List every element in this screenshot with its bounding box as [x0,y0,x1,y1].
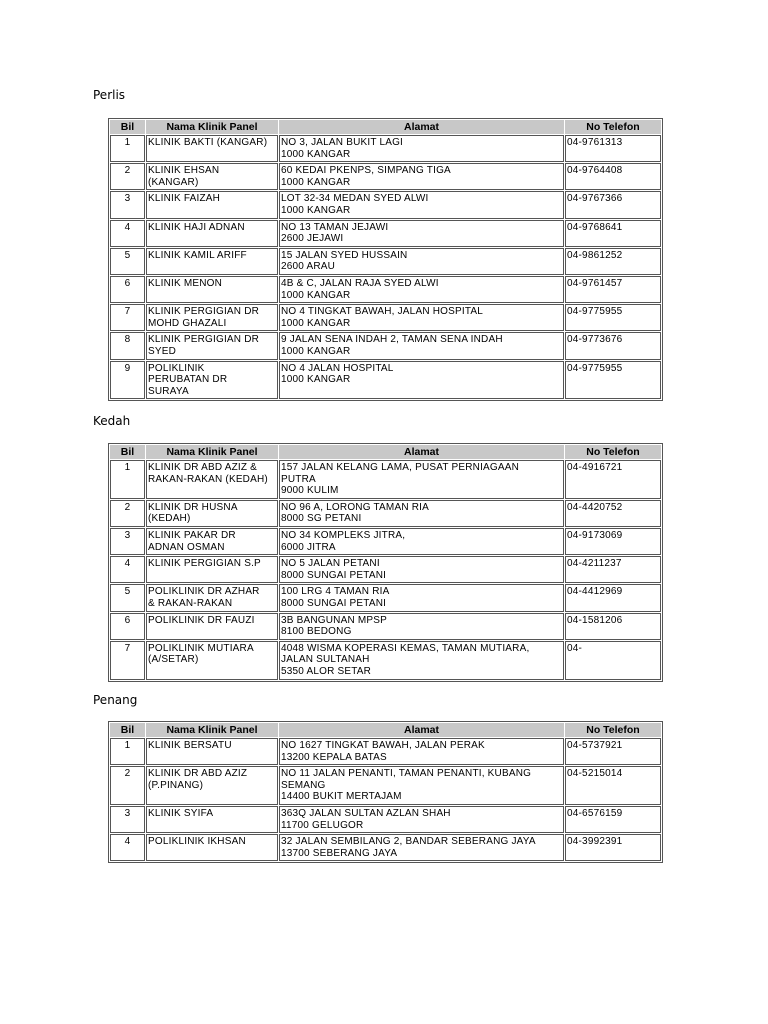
cell-telefon: 04-9861252 [565,248,661,275]
cell-bil: 9 [110,361,145,400]
cell-bil: 6 [110,613,145,640]
header-telefon: No Telefon [565,723,661,737]
cell-nama: POLIKLINIK DR FAUZI [146,613,278,640]
cell-bil: 2 [110,500,145,527]
cell-nama: KLINIK SYIFA [146,806,278,833]
table-row [110,163,661,190]
header-bil: Bil [110,445,145,459]
cell-telefon: 04-9764408 [565,163,661,190]
state-title: Kedah [93,414,131,428]
cell-nama: POLIKLINIK IKHSAN [146,834,278,861]
cell-nama: KLINIK KAMIL ARIFF [146,248,278,275]
state-title: Perlis [93,88,126,102]
cell-bil: 8 [110,332,145,359]
cell-bil: 3 [110,528,145,555]
table-row [110,276,661,303]
header-alamat: Alamat [279,120,564,134]
cell-telefon: 04-9768641 [565,220,661,247]
cell-nama: KLINIK PERGIGIAN DR SYED [146,332,278,359]
cell-alamat: 3B BANGUNAN MPSP 8100 BEDONG [279,613,564,640]
clinic-table [108,443,663,682]
cell-alamat: LOT 32-34 MEDAN SYED ALWI 1000 KANGAR [279,191,564,218]
cell-alamat: NO 96 A, LORONG TAMAN RIA 8000 SG PETANI [279,500,564,527]
table-row [110,220,661,247]
cell-bil: 7 [110,641,145,680]
cell-telefon: 04-9775955 [565,304,661,331]
cell-alamat: NO 13 TAMAN JEJAWI 2600 JEJAWI [279,220,564,247]
header-nama: Nama Klinik Panel [146,723,278,737]
table-row [110,500,661,527]
table-row [110,304,661,331]
table-row [110,248,661,275]
table-row [110,584,661,611]
table-row [110,766,661,805]
cell-alamat: 32 JALAN SEMBILANG 2, BANDAR SEBERANG JAYA 13700 SEBERANG JAYA [279,834,564,861]
cell-bil: 6 [110,276,145,303]
clinic-table [108,721,663,863]
header-nama: Nama Klinik Panel [146,120,278,134]
cell-telefon: 04-5215014 [565,766,661,805]
cell-nama: KLINIK BAKTI (KANGAR) [146,135,278,162]
cell-telefon: 04-6576159 [565,806,661,833]
cell-alamat: NO 34 KOMPLEKS JITRA, 6000 JITRA [279,528,564,555]
cell-alamat: NO 3, JALAN BUKIT LAGI 1000 KANGAR [279,135,564,162]
cell-nama: KLINIK PAKAR DR ADNAN OSMAN [146,528,278,555]
cell-telefon: 04-4412969 [565,584,661,611]
cell-alamat: NO 11 JALAN PENANTI, TAMAN PENANTI, KUBANG SEMANG 14400 BUKIT MERTAJAM [279,766,564,805]
cell-telefon: 04-4916721 [565,460,661,499]
cell-alamat: 157 JALAN KELANG LAMA, PUSAT PERNIAGAAN PUTRA 9000 KULIM [279,460,564,499]
cell-telefon: 04-9761313 [565,135,661,162]
table-row [110,191,661,218]
cell-alamat: NO 4 TINGKAT BAWAH, JALAN HOSPITAL 1000 KANGAR [279,304,564,331]
cell-nama: POLIKLINIK MUTIARA (A/SETAR) [146,641,278,680]
cell-telefon: 04- [565,641,661,680]
cell-bil: 1 [110,738,145,765]
cell-nama: KLINIK EHSAN (KANGAR) [146,163,278,190]
table-header-row [110,120,661,134]
cell-nama: KLINIK MENON [146,276,278,303]
cell-bil: 4 [110,556,145,583]
cell-nama: KLINIK PERGIGIAN DR MOHD GHAZALI [146,304,278,331]
cell-bil: 3 [110,806,145,833]
cell-alamat: 4B & C, JALAN RAJA SYED ALWI 1000 KANGAR [279,276,564,303]
cell-bil: 2 [110,766,145,805]
cell-telefon: 04-9773676 [565,332,661,359]
cell-bil: 1 [110,460,145,499]
header-nama: Nama Klinik Panel [146,445,278,459]
cell-alamat: 4048 WISMA KOPERASI KEMAS, TAMAN MUTIARA, JALAN SULTANAH 5350 ALOR SETAR [279,641,564,680]
cell-telefon: 04-4420752 [565,500,661,527]
table-row [110,332,661,359]
cell-nama: KLINIK DR ABD AZIZ (P.PINANG) [146,766,278,805]
cell-alamat: 60 KEDAI PKENPS, SIMPANG TIGA 1000 KANGAR [279,163,564,190]
header-telefon: No Telefon [565,445,661,459]
table-row [110,738,661,765]
cell-bil: 5 [110,584,145,611]
cell-bil: 3 [110,191,145,218]
state-title: Penang [93,693,138,707]
table-row [110,613,661,640]
cell-nama: POLIKLINIK DR AZHAR & RAKAN-RAKAN [146,584,278,611]
cell-telefon: 04-5737921 [565,738,661,765]
header-telefon: No Telefon [565,120,661,134]
header-bil: Bil [110,120,145,134]
header-alamat: Alamat [279,445,564,459]
cell-telefon: 04-4211237 [565,556,661,583]
cell-alamat: NO 5 JALAN PETANI 8000 SUNGAI PETANI [279,556,564,583]
cell-alamat: 9 JALAN SENA INDAH 2, TAMAN SENA INDAH 1000 KANGAR [279,332,564,359]
cell-alamat: NO 4 JALAN HOSPITAL 1000 KANGAR [279,361,564,400]
cell-nama: KLINIK DR HUSNA (KEDAH) [146,500,278,527]
table-header-row [110,723,661,737]
cell-nama: KLINIK BERSATU [146,738,278,765]
table-row [110,834,661,861]
table-row [110,556,661,583]
table-row [110,806,661,833]
cell-bil: 2 [110,163,145,190]
table-row [110,641,661,680]
cell-telefon: 04-3992391 [565,834,661,861]
cell-nama: POLIKLINIK PERUBATAN DR SURAYA [146,361,278,400]
cell-bil: 5 [110,248,145,275]
header-bil: Bil [110,723,145,737]
cell-telefon: 04-9173069 [565,528,661,555]
cell-bil: 7 [110,304,145,331]
cell-nama: KLINIK FAIZAH [146,191,278,218]
clinic-table [108,118,663,401]
cell-telefon: 04-1581206 [565,613,661,640]
table-header-row [110,445,661,459]
cell-nama: KLINIK HAJI ADNAN [146,220,278,247]
table-row [110,361,661,400]
cell-alamat: 363Q JALAN SULTAN AZLAN SHAH 11700 GELUGOR [279,806,564,833]
cell-bil: 4 [110,220,145,247]
table-row [110,135,661,162]
cell-bil: 4 [110,834,145,861]
cell-telefon: 04-9761457 [565,276,661,303]
cell-telefon: 04-9775955 [565,361,661,400]
cell-alamat: 100 LRG 4 TAMAN RIA 8000 SUNGAI PETANI [279,584,564,611]
cell-nama: KLINIK PERGIGIAN S.P [146,556,278,583]
cell-telefon: 04-9767366 [565,191,661,218]
table-row [110,528,661,555]
cell-alamat: NO 1627 TINGKAT BAWAH, JALAN PERAK 13200 KEPALA BATAS [279,738,564,765]
cell-nama: KLINIK DR ABD AZIZ & RAKAN-RAKAN (KEDAH) [146,460,278,499]
cell-bil: 1 [110,135,145,162]
table-row [110,460,661,499]
cell-alamat: 15 JALAN SYED HUSSAIN 2600 ARAU [279,248,564,275]
header-alamat: Alamat [279,723,564,737]
